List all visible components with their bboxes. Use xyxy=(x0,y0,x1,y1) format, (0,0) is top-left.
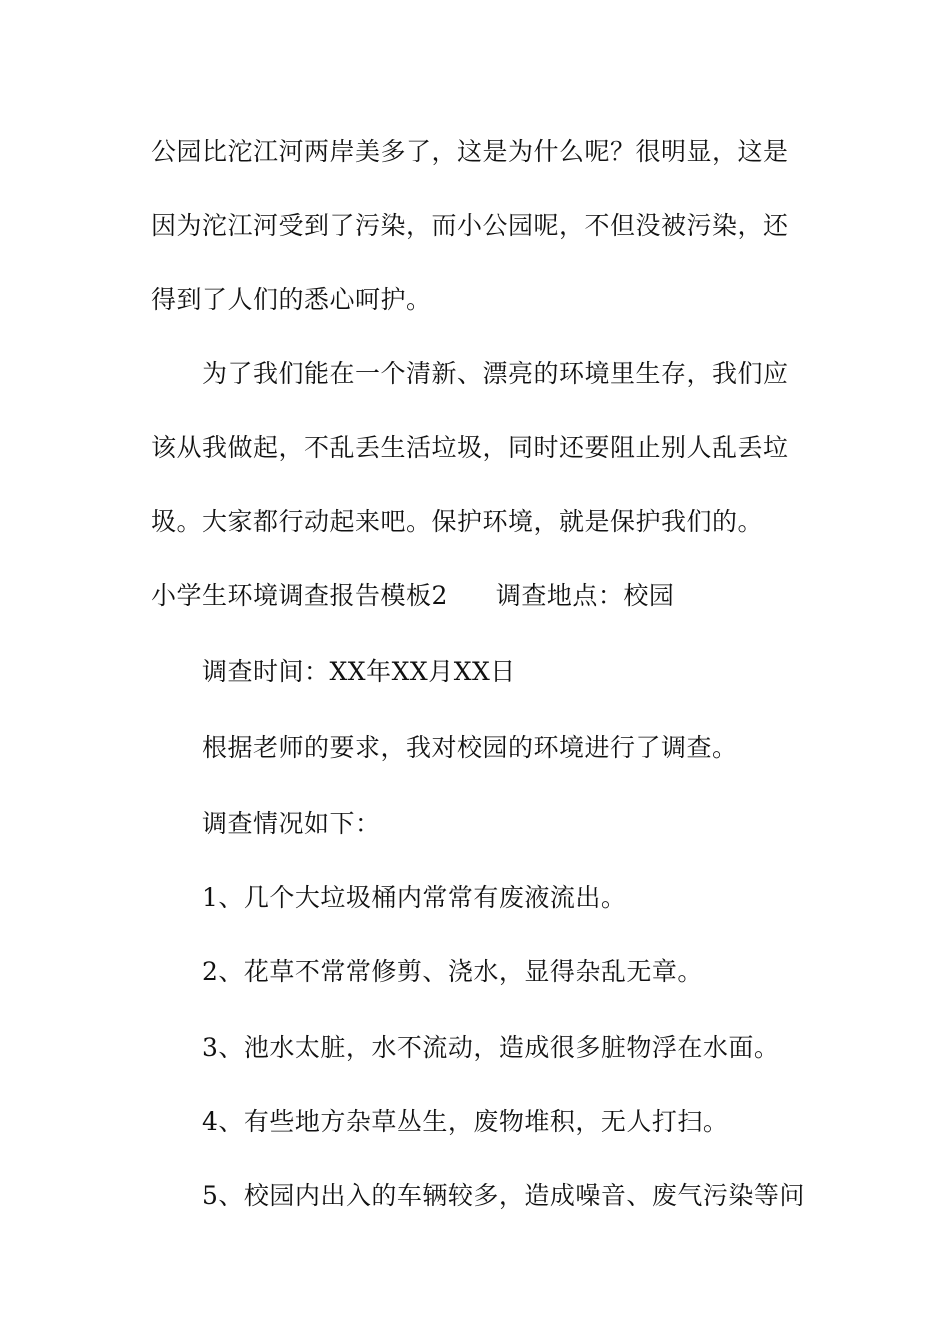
paragraph-1-line-3: 得到了人们的悉心呵护。 xyxy=(151,285,432,314)
list-item: 4、有些地方杂草丛生，废物堆积，无人打扫。 xyxy=(202,1107,729,1136)
paragraph-2-line-1: 为了我们能在一个清新、漂亮的环境里生存，我们应 xyxy=(202,359,789,388)
list-item: 2、花草不常常修剪、浇水，显得杂乱无章。 xyxy=(202,957,703,986)
section-title-line xyxy=(151,580,674,612)
paragraph-1-line-2: 因为沱江河受到了污染，而小公园呢，不但没被污染，还 xyxy=(151,211,789,240)
survey-time: 调查时间：XX年XX月XX日 xyxy=(202,657,516,686)
list-item: 3、池水太脏，水不流动，造成很多脏物浮在水面。 xyxy=(202,1033,780,1062)
section-title: 小学生环境调查报告模板2 xyxy=(151,581,448,610)
situation-heading: 调查情况如下： xyxy=(202,809,381,838)
paragraph-2-line-3: 圾。大家都行动起来吧。保护环境，就是保护我们的。 xyxy=(151,507,764,536)
paragraph-1-line-1: 公园比沱江河两岸美多了，这是为什么呢？很明显，这是 xyxy=(151,137,789,166)
list-item: 1、几个大垃圾桶内常常有废液流出。 xyxy=(202,883,627,912)
survey-intro: 根据老师的要求，我对校园的环境进行了调查。 xyxy=(202,733,738,762)
list-item: 5、校园内出入的车辆较多，造成噪音、废气污染等问 xyxy=(202,1181,805,1210)
paragraph-2-line-2: 该从我做起，不乱丢生活垃圾，同时还要阻止别人乱丢垃 xyxy=(151,433,789,462)
survey-location: 调查地点：校园 xyxy=(495,581,675,610)
